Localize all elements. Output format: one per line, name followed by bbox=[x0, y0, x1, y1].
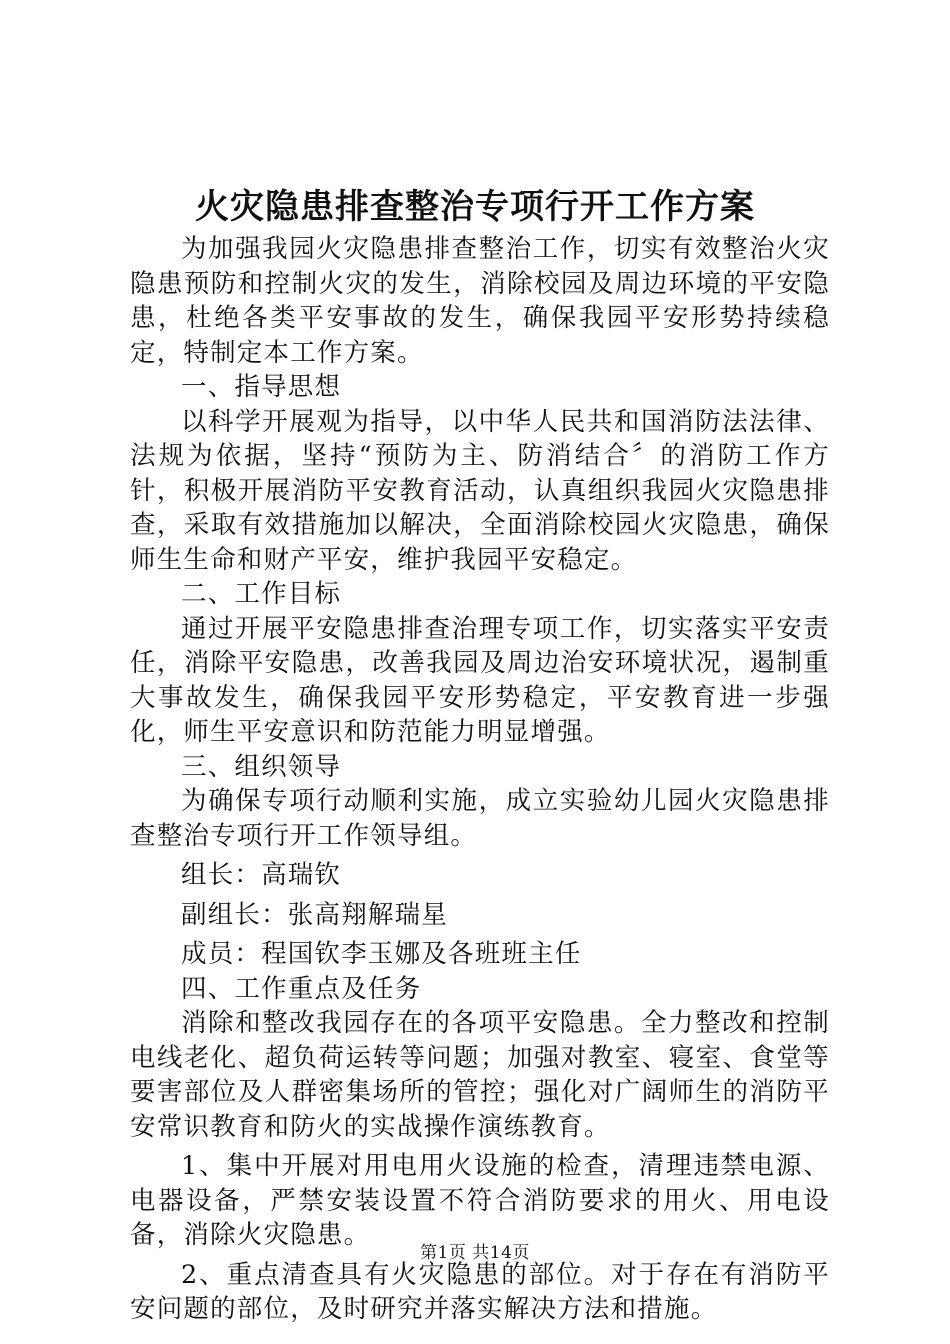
section-heading-organization: 三、组织领导 bbox=[181, 751, 342, 782]
task-item-1: 1、集中开展对用电用火设施的检查，清理违禁电源、电器设备，严禁安装设置不符合消防要求的用火、用电设备，消除火灾隐患。 bbox=[130, 1151, 830, 1250]
team-leader-line: 组长：高瑞钦 bbox=[181, 860, 342, 890]
page-footer: 第1页 共14页 bbox=[420, 1243, 530, 1263]
section-heading-key-tasks: 四、工作重点及任务 bbox=[181, 973, 422, 1004]
work-goals-paragraph: 通过开展平安隐患排查治理专项工作，切实落实平安责任，消除平安隐患，改善我园及周边治安环境状况，遏制重大事故发生，确保我园平安形势稳定，平安教育进一步强化，师生平安意识和防范能力明显增强。 bbox=[130, 613, 830, 747]
section-heading-work-goals: 二、工作目标 bbox=[181, 579, 342, 609]
organization-paragraph: 为确保专项行动顺利实施，成立实验幼儿园火灾隐患排查整治专项行开工作领导组。 bbox=[130, 786, 830, 851]
section-heading-guiding-ideology: 一、指导思想 bbox=[181, 372, 342, 402]
document-body bbox=[130, 232, 830, 1327]
document-title: 火灾隐患排查整治专项行开工作方案 bbox=[195, 187, 755, 227]
key-tasks-paragraph: 消除和整改我园存在的各项平安隐患。全力整改和控制电线老化、超负荷运转等问题；加强对教室、寝室、食堂等要害部位及人群密集场所的管控；强化对广阔师生的消防平安常识教育和防火的实战操作演练教育。 bbox=[130, 1008, 830, 1142]
task-item-2: 2、重点清查具有火灾隐患的部位。对于存在有消防平安问题的部位，及时研究并落实解决方法和措施。 bbox=[130, 1259, 830, 1324]
intro-paragraph: 为加强我园火灾隐患排查整治工作，切实有效整治火灾隐患预防和控制火灾的发生，消除校园及周边环境的平安隐患，杜绝各类平安事故的发生，确保我园平安形势持续稳定，特制定本工作方案。 bbox=[130, 234, 830, 368]
deputy-leader-line: 副组长：张高翔解瑞星 bbox=[181, 899, 449, 930]
members-line: 成员：程国钦李玉娜及各班班主任 bbox=[181, 939, 582, 969]
guiding-ideology-paragraph: 以科学开展观为指导，以中华人民共和国消防法法律、法规为依据，坚持“预防为主、防消结合〞的消防工作方针，积极开展消防平安教育活动，认真组织我园火灾隐患排查，采取有效措施加以解决，全面消除校园火灾隐患，确保师生生命和财产平安，维护我园平安稳定。 bbox=[130, 406, 830, 575]
